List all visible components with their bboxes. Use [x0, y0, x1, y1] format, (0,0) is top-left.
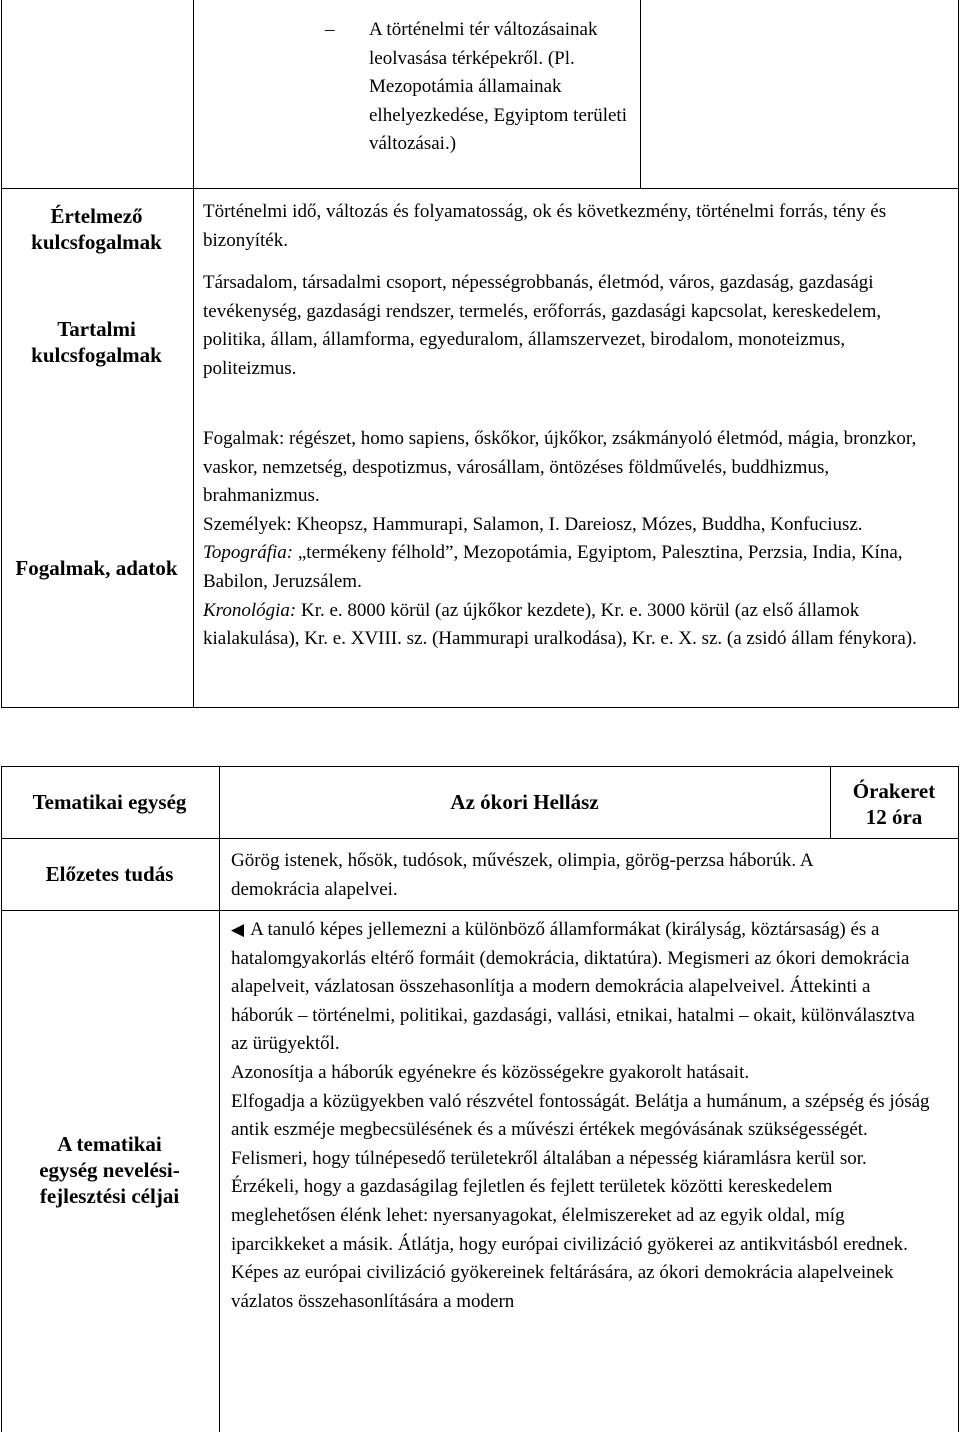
fogalmak-line [203, 425, 948, 511]
topografia-line [203, 539, 948, 596]
lead-kronologia: Kronológia: [203, 599, 297, 621]
fogalmak-text: régészet, homo sapiens, őskőkor, újkőkor, zsákmányoló életmód, mágia, bronzkor, vaskor, nemzetség, despotizmus, városállam, öntözéses földművelés, buddhizmus, brahmanizmus. [203, 428, 917, 507]
lead-topografia: Topográfia: [203, 542, 294, 564]
carry-over-cell [325, 16, 630, 159]
carry-over-text: A történelmi tér változásainak leolvasása térképekről. (Pl. Mezopotámia államainak elhelyezkedése, Egyiptom területi változásai.) [369, 19, 627, 155]
hours-cell [830, 778, 958, 830]
table-1-right-border [958, 0, 959, 708]
lead-fogalmak: Fogalmak: [203, 428, 285, 449]
hours-value: 12 óra [865, 805, 923, 829]
label-fogalmak-adatok: Fogalmak, adatok [15, 556, 178, 580]
kronologia-line [203, 597, 948, 654]
table-1-bottom-border [1, 707, 959, 708]
table-2-column-divider [219, 766, 220, 1432]
table-2 [0, 766, 960, 1432]
dash-bullet: – [325, 19, 335, 40]
label-tartalmi-kulcsfogalmak: Tartalmi kulcsfogalmak [31, 317, 162, 367]
goals-content [231, 916, 936, 1316]
label-celok: A tematikai egység nevelési-fejlesztési céljai [39, 1132, 180, 1208]
hours-label: Órakeret [852, 779, 936, 803]
tartalmi-text: Társadalom, társadalmi csoport, népességrobbanás, életmód, város, gazdaság, gazdasági tevékenység, gazdasági rendszer, termelés, erőforrás, gazdasági kapcsolat, kereskedelem, politika, állam, államforma, egyeduralom, államszervezet, birodalom, monoteizmus, politeizmus. [203, 272, 882, 379]
table-2-right-border [958, 766, 959, 1432]
goals-paragraph-1: ◀ A tanuló képes jellemezni a különböző államformákat (királyság, köztársaság) és a hatalomgyakorlás eltérő formáit (demokrácia, diktatúra). Megismeri az ókori demokrácia alapelveit, vázlatosan összehasonlítja a modern demokrácia alapelveivel. Áttekinti a háborúk – történelmi, politikai, gazdasági, vallási, etnikai, hatalmi – okait, különválasztva az ürügyektől. [231, 919, 915, 1055]
label-elozetes-tudas: Előzetes tudás [45, 862, 174, 886]
lead-szemelyek: Személyek: [203, 513, 292, 535]
unit-title: Az ókori Hellász [450, 789, 599, 814]
table-1-carry-over-divider [640, 0, 641, 188]
szemelyek-line [203, 511, 948, 540]
goals-paragraph-2: Azonosítja a háborúk egyénekre és közösségekre gyakorolt hatásait. [231, 1061, 750, 1083]
label-ertelmezo-kulcsfogalmak: Értelmező kulcsfogalmak [31, 204, 162, 254]
table-1 [0, 0, 960, 709]
triangle-left-icon: ◀ [231, 920, 245, 939]
szemelyek-text: Kheopsz, Hammurapi, Salamon, I. Dareiosz, Mózes, Buddha, Konfuciusz. [296, 513, 863, 535]
kronologia-text: Kr. e. 8000 körül (az újkőkor kezdete), Kr. e. 3000 körül (az első államok kialakulása), Kr. e. XVIII. sz. (Hammurapi uralkodása), Kr. e. X. sz. (a zsidó állam fénykora). [203, 599, 917, 650]
goals-paragraph-3: Elfogadja a közügyekben való részvétel fontosságát. Belátja a humánum, a szépség és jóság antik eszméje megbecsülésének és a művészi értékek megóvásának szükségességét. [231, 1090, 930, 1141]
label-tematikai-egyseg: Tematikai egység [32, 790, 187, 814]
ertelmezo-text: Történelmi idő, változás és folyamatosság, ok és következmény, történelmi forrás, tény és bizonyíték. [203, 201, 887, 251]
goals-paragraph-5: Képes az európai civilizáció gyökereinek feltárására, az ókori demokrácia alapelveinek vázlatos összehasonlítására a modern [231, 1262, 894, 1312]
goals-paragraph-4: Felismeri, hogy túlnépesedő területekről általában a népesség kiáramlásra kerül sor. Érzékeli, hogy a gazdaságilag fejletlen és fejlett területek közötti kereskedelem meglehetősen élénk lehet: nyersanyagokat, élelmiszereket ad az egyik oldal, míg iparcikkeket a másik. Átlátja, hogy európai civilizáció gyökerei az antikvitásból erednek. [231, 1147, 908, 1255]
table-1-column-divider [193, 0, 194, 708]
fogalmak-adatok-content [203, 425, 948, 654]
table-1-row-divider [1, 188, 959, 189]
topografia-text: „termékeny félhold”, Mezopotámia, Egyiptom, Palesztina, Perzsia, India, Kína, Babilon, Jeruzsálem. [203, 542, 903, 592]
table-2-prior-divider [1, 910, 959, 911]
prior-text: Görög istenek, hősök, tudósok, művészek, olimpia, görög-perzsa háborúk. A demokrácia alapelvei. [231, 850, 813, 900]
